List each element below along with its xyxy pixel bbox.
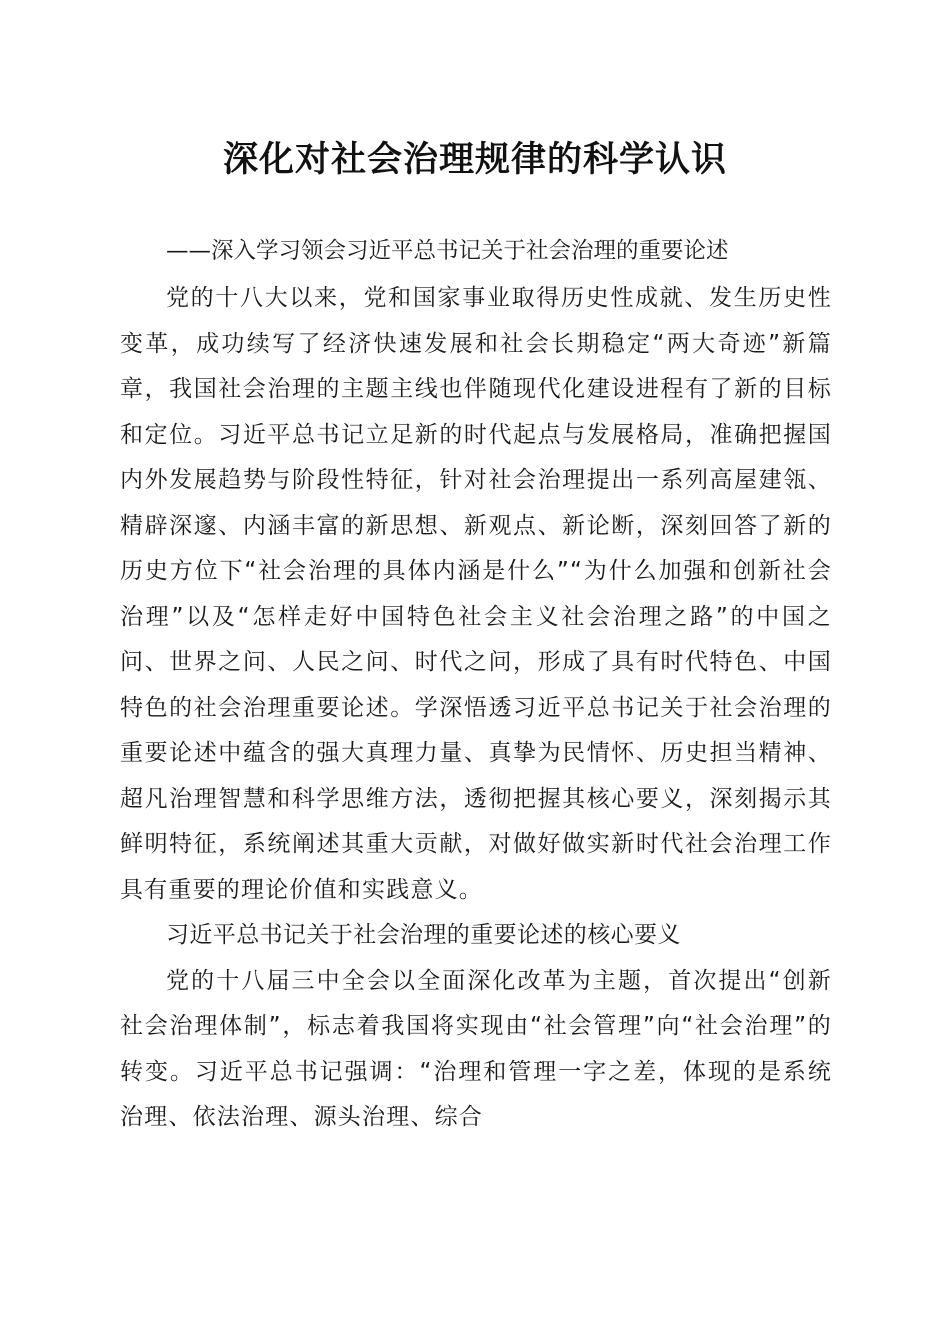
section-paragraph: 党的十八届三中全会以全面深化改革为主题，首次提出“创新社会治理体制”，标志着我国将实现由“社会管理”向“社会治理”的转变。习近平总书记强调：“治理和管理一字之差，体现的是系统治理、依法治理、源头治理、综合 [120,967,832,1130]
document-body [120,276,832,1141]
section-heading: 习近平总书记关于社会治理的重要论述的核心要义 [166,922,681,948]
document-subtitle: ——深入学习领会习近平总书记关于社会治理的重要论述 [166,238,729,264]
document-title: 深化对社会治理规律的科学认识 [222,139,727,180]
intro-paragraph: 党的十八大以来，党和国家事业取得历史性成就、发生历史性变革，成功续写了经济快速发展和社会长期稳定“两大奇迹”新篇章，我国社会治理的主题主线也伴随现代化建设进程有了新的目标和定位。习近平总书记立足新的时代起点与发展格局，准确把握国内外发展趋势与阶段性特征，针对社会治理提出一系列高屋建瓴、精辟深邃、内涵丰富的新思想、新观点、新论断，深刻回答了新的历史方位下“社会治理的具体内涵是什么”“为什么加强和创新社会治理”以及“怎样走好中国特色社会主义社会治理之路”的中国之问、世界之问、人民之问、时代之问，形成了具有时代特色、中国特色的社会治理重要论述。学深悟透习近平总书记关于社会治理的重要论述中蕴含的强大真理力量、真挚为民情怀、历史担当精神、超凡治理智慧和科学思维方法，透彻把握其核心要义，深刻揭示其鲜明特征，系统阐述其重大贡献，对做好做实新时代社会治理工作具有重要的理论价值和实践意义。 [120,285,832,903]
